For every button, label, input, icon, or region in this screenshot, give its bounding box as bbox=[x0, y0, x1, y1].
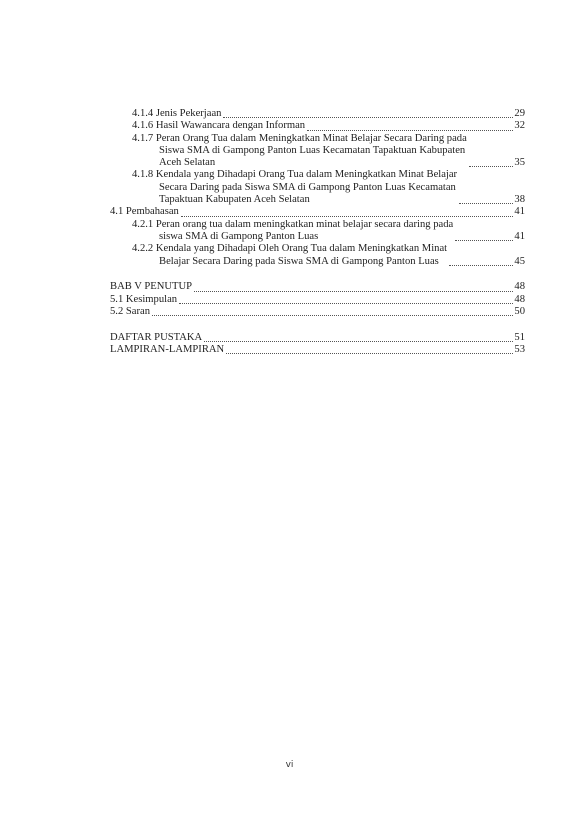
table-of-contents bbox=[110, 108, 525, 356]
toc-entry-title: 4.1.6 Hasil Wawancara dengan Informan bbox=[132, 120, 306, 132]
dot-leader bbox=[204, 341, 513, 342]
dot-leader bbox=[459, 203, 513, 204]
dot-leader bbox=[194, 291, 513, 292]
toc-entry-title: LAMPIRAN-LAMPIRAN bbox=[110, 344, 225, 356]
dot-leader bbox=[223, 117, 513, 118]
toc-entry-title: 4.1.8 Kendala yang Dihadapi Orang Tua dalam Meningkatkan Minat Belajar bbox=[132, 169, 458, 181]
toc-page-number: 50 bbox=[514, 305, 525, 317]
toc-page-number: 48 bbox=[514, 293, 525, 305]
toc-entry-title-continued: Aceh Selatan bbox=[159, 157, 216, 169]
toc-entry-title-continued: Tapaktuan Kabupaten Aceh Selatan bbox=[159, 194, 310, 206]
toc-entry-title-continued: Secara Daring pada Siswa SMA di Gampong Panton Luas Kecamatan bbox=[159, 181, 456, 193]
toc-entry-title: 4.2.1 Peran orang tua dalam meningkatkan minat belajar secara daring pada bbox=[132, 218, 454, 230]
dot-leader bbox=[449, 265, 513, 266]
toc-entry-title-continued: siswa SMA di Gampong Panton Luas bbox=[159, 230, 319, 242]
toc-page-number: 48 bbox=[514, 281, 525, 293]
toc-entry-4-1-pembahasan bbox=[110, 206, 525, 218]
section-spacer bbox=[110, 268, 525, 282]
toc-page-number: 41 bbox=[514, 206, 525, 218]
dot-leader bbox=[455, 240, 513, 241]
toc-entry-daftar-pustaka bbox=[110, 332, 525, 344]
dot-leader bbox=[179, 303, 513, 304]
toc-entry-4-2-2 bbox=[110, 243, 525, 268]
toc-page-number: 32 bbox=[514, 120, 525, 132]
toc-page-number: 29 bbox=[514, 108, 525, 119]
dot-leader bbox=[226, 353, 513, 354]
toc-entry-4-1-4 bbox=[110, 108, 525, 120]
toc-entry-5-1 bbox=[110, 294, 525, 306]
toc-entry-title: 5.1 Kesimpulan bbox=[110, 293, 178, 305]
toc-entry-title: 4.1.7 Peran Orang Tua dalam Meningkatkan Minat Belajar Secara Daring pada bbox=[132, 132, 467, 144]
toc-entry-bab-v bbox=[110, 281, 525, 293]
toc-entry-4-2-1 bbox=[110, 219, 525, 244]
toc-entry-title: 5.2 Saran bbox=[110, 305, 151, 317]
toc-page-number: 51 bbox=[514, 331, 525, 343]
toc-page-number: 38 bbox=[514, 194, 525, 206]
toc-page-number: 41 bbox=[514, 230, 525, 242]
toc-page-number: 53 bbox=[514, 344, 525, 356]
toc-entry-4-1-8 bbox=[110, 169, 525, 206]
toc-entry-title: BAB V PENUTUP bbox=[110, 281, 193, 293]
dot-leader bbox=[181, 216, 514, 217]
page-number-footer: vi bbox=[285, 760, 294, 770]
toc-page-number: 35 bbox=[514, 157, 525, 169]
dot-leader bbox=[307, 130, 513, 131]
toc-entry-5-2 bbox=[110, 306, 525, 318]
toc-entry-4-1-7 bbox=[110, 133, 525, 170]
toc-entry-title-continued: Belajar Secara Daring pada Siswa SMA di Gampong Panton Luas bbox=[159, 255, 439, 267]
toc-entry-4-1-6 bbox=[110, 120, 525, 132]
toc-entry-title: 4.1 Pembahasan bbox=[110, 206, 179, 218]
toc-entry-title: 4.2.2 Kendala yang Dihadapi Oleh Orang Tua dalam Meningkatkan Minat bbox=[132, 243, 448, 255]
dot-leader bbox=[152, 315, 513, 316]
dot-leader bbox=[469, 166, 514, 167]
toc-entry-title: DAFTAR PUSTAKA bbox=[110, 331, 203, 343]
toc-entry-lampiran bbox=[110, 344, 525, 356]
toc-entry-title: 4.1.4 Jenis Pekerjaan bbox=[132, 108, 222, 119]
toc-entry-title-continued: Siswa SMA di Gampong Panton Luas Kecamatan Tapaktuan Kabupaten bbox=[159, 144, 466, 156]
toc-page-number: 45 bbox=[514, 255, 525, 267]
section-spacer bbox=[110, 318, 525, 332]
